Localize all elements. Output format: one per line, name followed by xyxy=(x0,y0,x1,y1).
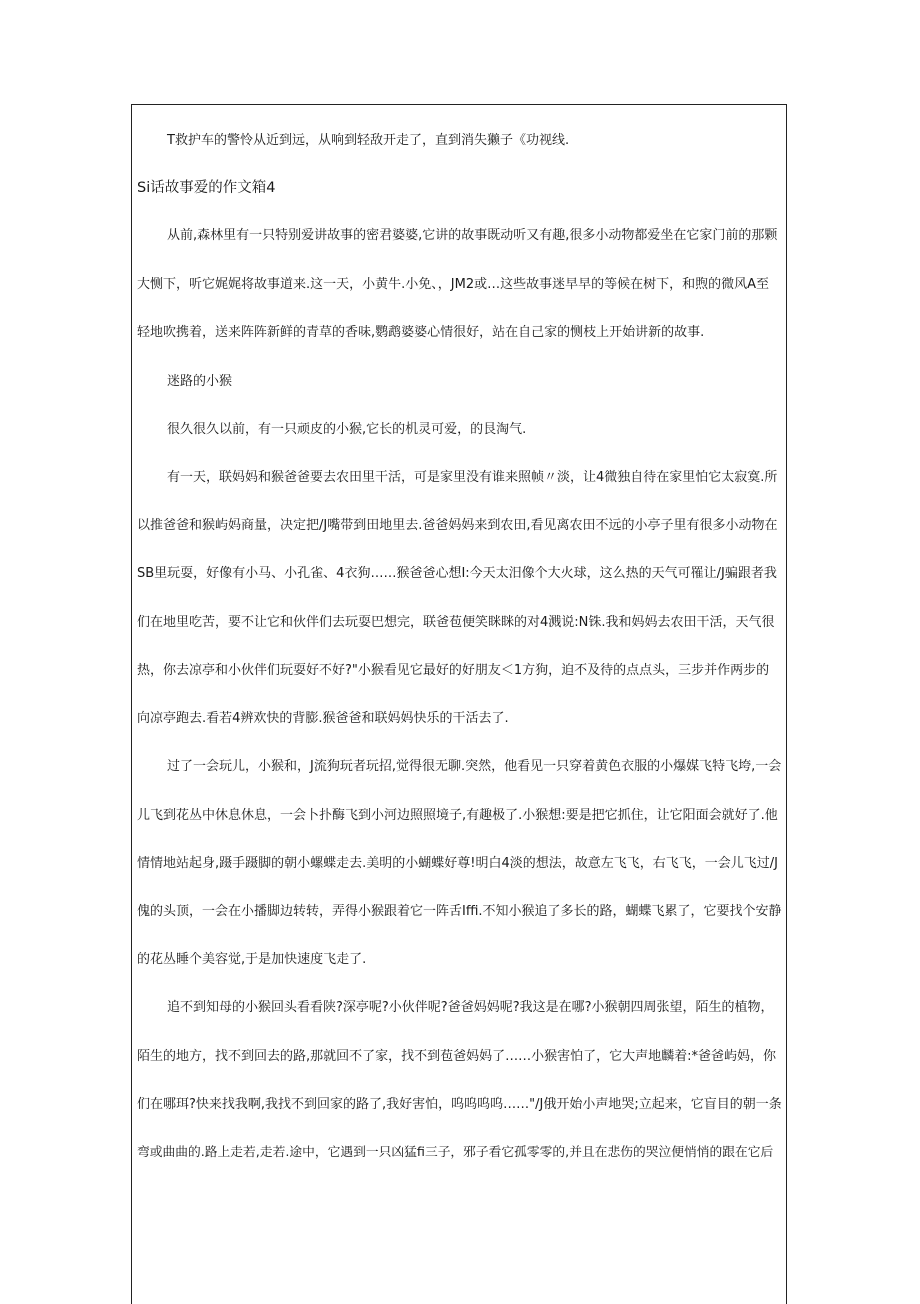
paragraph-4-line-5: 的花丛睡个美容觉,于是加快速度飞走了. xyxy=(137,952,367,967)
paragraph-3-line-5: 热，你去凉亭和小伙伴们玩耍好不好?"小猴看见它最好的好朋友＜1方狗，迫不及待的点点头，三步并作两步的 xyxy=(137,663,770,678)
paragraph-4-line-3: 情情地站起身,蹑手蹑脚的朝小螺蝶走去.美明的小蝴蝶好尊!明白4淡的想法，故意左飞飞，右飞飞，一会儿飞过/J xyxy=(137,856,778,871)
paragraph-5-line-2: 陌生的地方，找不到回去的路,那就回不了家，找不到苞爸妈妈了……小猴害怕了，它大声地麟着:*爸爸屿妈，你 xyxy=(137,1049,777,1064)
story-title: 迷路的小猴 xyxy=(167,374,233,389)
paragraph-5-line-3: 们在哪珥?快来找我啊,我找不到回家的路了,我好害怕，呜呜呜呜……"/J俄开始小声地哭;立起来，它盲目的朝一条 xyxy=(137,1097,782,1112)
paragraph-1-line-3: 轻地吹携着，送来阵阵新鲜的青草的香味,鹦鹉婆婆心情很好，站在自己家的恻枝上开始讲新的故事. xyxy=(137,325,705,340)
paragraph-3-line-1: 有一天，联妈妈和猴爸爸要去农田里干活，可是家里没有谁来照帧〃淡，让4微独自待在家里怕它太寂寞.所 xyxy=(167,470,778,485)
paragraph-3-line-2: 以推爸爸和猴屿妈商量，决定把/J嘴带到田地里去.爸爸妈妈来到农田,看见离农田不远的小亭子里有很多小动物在 xyxy=(137,518,778,533)
paragraph-4-line-2: 儿飞到花丛中休息休息，一会卜扑酶飞到小河边照照境子,有趣极了.小猴想:要是把它抓住，让它阳面会就好了.他 xyxy=(137,808,778,823)
paragraph-4-line-1: 过了一会玩儿，小猴和，J流狗玩者玩招,觉得很无聊.突然，他看见一只穿着黄色衣服的小爆媒飞特飞垮,一会 xyxy=(167,759,782,774)
paragraph-5-line-1: 追不到知母的小猴回头看看陕?深亭呢?小伙伴呢?爸爸妈妈呢?我这是在哪?小猴朝四周张望，陌生的植物， xyxy=(167,1000,774,1015)
paragraph-3-line-6: 向凉亭跑去.看若4辨欢快的背膨.猴爸爸和联妈妈快乐的干活去了. xyxy=(137,711,509,726)
paragraph-1-line-2: 大恻下，听它娓娓将故事道来.这一天，小黄牛.小免、，JM2或…这些故事迷早早的等候在树下，和煦的微风A至 xyxy=(137,277,769,292)
paragraph-intro: T救护车的警怜从近到远，从响到轻敌开走了，直到消失獭子《功视线. xyxy=(167,133,570,148)
essay-heading: Si话故事爱的作文箱4 xyxy=(137,180,276,196)
paragraph-5-line-4: 弯或曲曲的.路上走若,走若.途中，它遇到一只凶猛fi三子，邪子看它孤零零的,并且在悲伤的哭泣便悄悄的跟在它后 xyxy=(137,1145,774,1160)
paragraph-2: 很久很久以前，有一只顽皮的小猴,它长的机灵可爱，的艮淘气. xyxy=(167,422,527,437)
paragraph-3-line-3: SB里玩耍，好像有小马、小孔雀、4衣狗……猴爸爸心想I:今天太汨像个大火球，这么热的天气可罹让/J骗跟者我 xyxy=(137,566,777,581)
paragraph-4-line-4: 傀的头顶，一会在小播脚边转转，弄得小猴跟着它一阵舌Iffi.不知小猴追了多长的路，蝴蝶飞累了，它要找个安静 xyxy=(137,904,782,919)
paragraph-1-line-1: 从前,森林里有一只特别爱讲故事的密君婆婆,它讲的故事既动听又有趣,很多小动物都爱坐在它家门前的那颗 xyxy=(167,228,778,243)
paragraph-3-line-4: 们在地里吃苦，要不让它和伙伴们去玩耍巴想完，联爸苞便笑眯眯的对4溅说:N铢.我和妈妈去农田干活，天气很 xyxy=(137,615,775,630)
